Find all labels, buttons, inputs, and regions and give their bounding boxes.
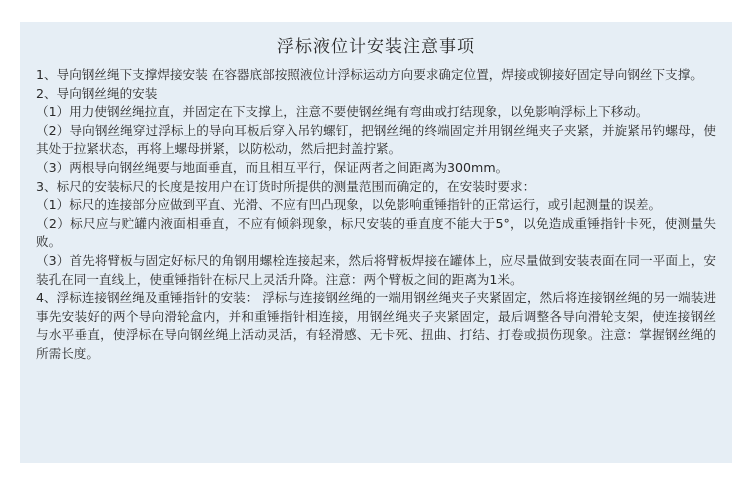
paragraph-4: （2）导向钢丝绳穿过浮标上的导向耳板后穿入吊钓螺钉，把钢丝绳的终端固定并用钢丝绳夹子夹紧，并旋紧吊钓螺母，使其处于拉紧状态，再将上螺母拼紧，以防松动，然后把封盖拧紧。 bbox=[36, 122, 716, 157]
content-panel bbox=[20, 22, 732, 463]
paragraph-9: （3）首先将臂板与固定好标尺的角钢用螺栓连接起来，然后将臂板焊接在罐体上，应尽量做到安装表面在同一平面上，安装孔在同一直线上，使重锤指针在标尺上灵活升降。注意：两个臂板之间的距离为1米。 bbox=[36, 252, 716, 287]
paragraph-7: （1）标尺的连接部分应做到平直、光滑、不应有凹凸现象，以免影响重锤指针的正常运行，或引起测量的误差。 bbox=[36, 197, 662, 213]
paragraph-10: 4、浮标连接钢丝绳及重锤指针的安装： 浮标与连接钢丝绳的一端用钢丝绳夹子夹紧固定，然后将连接钢丝绳的另一端装进事先安装好的两个导向滑轮盒内，并和重锤指针相连接，用钢丝绳夹子夹紧固定，最后调整各导向滑轮支架，使连接钢丝与水平垂直，使浮标在导向钢丝绳上活动灵活，有轻滑感、无卡死、扭曲、打结、打卷或损伤现象。注意：掌握钢丝绳的所需长度。 bbox=[36, 290, 716, 361]
paragraph-5: （3）两根导向钢丝绳要与地面垂直，而且相互平行，保证两者之间距离为300mm。 bbox=[36, 159, 509, 175]
paragraph-6: 3、标尺的安装标尺的长度是按用户在订货时所提供的测量范围而确定的，在安装时要求： bbox=[36, 178, 536, 194]
paragraph-8: （2）标尺应与贮罐内液面相垂直，不应有倾斜现象，标尺安装的垂直度不能大于5°，以免造成重锤指针卡死，使测量失败。 bbox=[36, 215, 716, 250]
paragraph-1: 1、导向钢丝绳下支撑焊接安装 在容器底部按照液位计浮标运动方向要求确定位置，焊接或铆接好固定导向钢丝下支撑。 bbox=[36, 67, 703, 82]
paragraph-3: （1）用力使钢丝绳拉直，并固定在下支撑上，注意不要使钢丝绳有弯曲或打结现象，以免影响浮标上下移动。 bbox=[36, 104, 649, 120]
paragraph-2: 2、导向钢丝绳的安装 bbox=[36, 85, 158, 101]
page-title: 浮标液位计安装注意事项 bbox=[277, 37, 475, 57]
